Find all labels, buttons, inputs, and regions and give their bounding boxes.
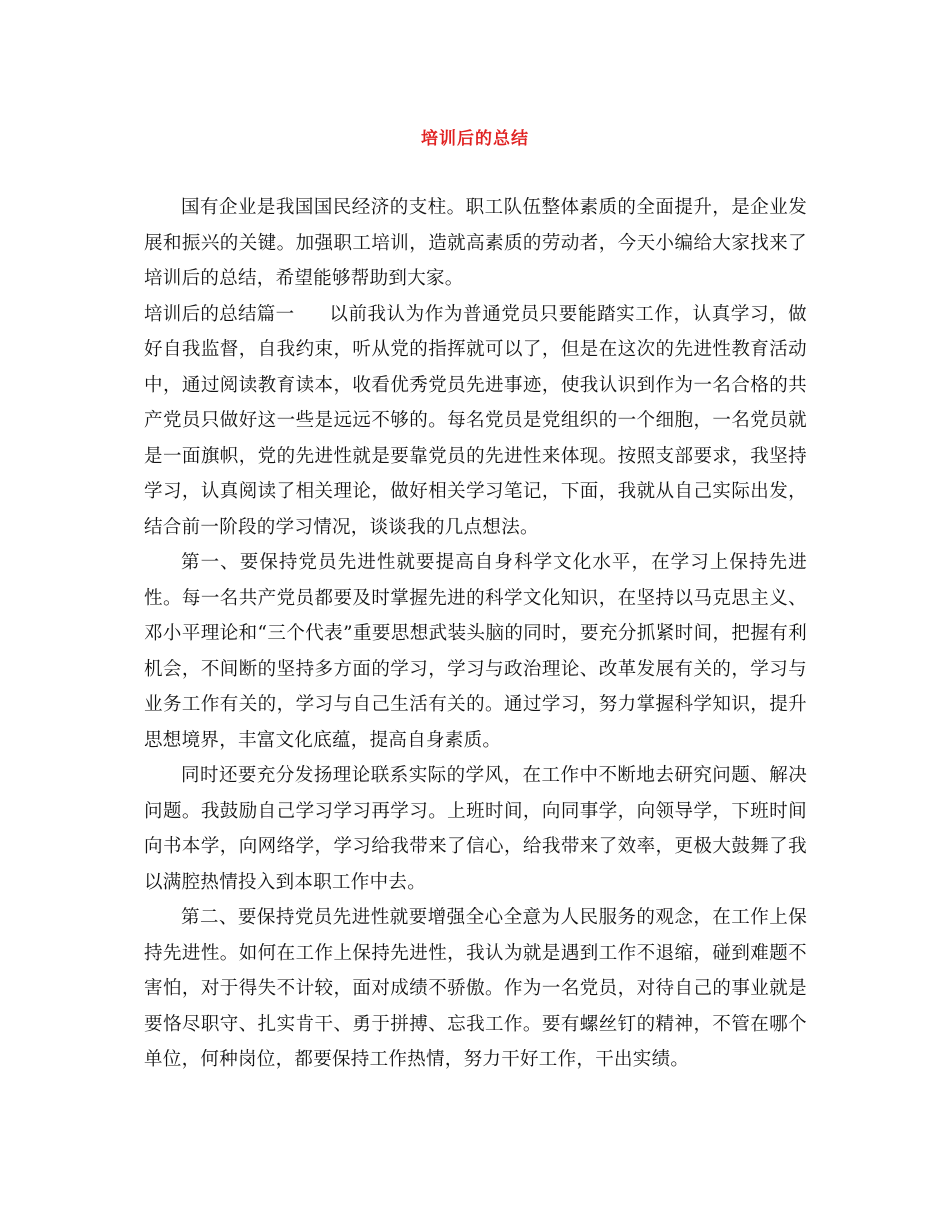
paragraph-3: 第二、要保持党员先进性就要增强全心全意为人民服务的观念，在工作上保持先进性。如何在工作上保持先进性，我认为就是遇到工作不退缩，碰到难题不害怕，对于得失不计较，面对成绩不骄傲。作为一名党员，对待自己的事业就是要恪尽职守、扎实肯干、勇于拼搏、忘我工作。要有螺丝钉的精神，不管在哪个单位，何种岗位，都要保持工作热情，努力干好工作，干出实绩。 [144, 907, 807, 1070]
section-body: 以前我认为作为普通党员只要能踏实工作，认真学习，做好自我监督，自我约束，听从党的指挥就可以了，但是在这次的先进性教育活动中，通过阅读教育读本，收看优秀党员先进事迹，使我认识到作为一名合格的共产党员只做好这一些是远远不够的。每名党员是党组织的一个细胞，一名党员就是一面旗帜，党的先进性就是要靠党员的先进性来体现。按照支部要求，我坚持学习，认真阅读了相关理论，做好相关学习笔记，下面，我就从自己实际出发，结合前一阶段的学习情况，谈谈我的几点想法。 [144, 303, 807, 538]
intro-paragraph: 国有企业是我国国民经济的支柱。职工队伍整体素质的全面提升，是企业发展和振兴的关键。加强职工培训，造就高素质的劳动者，今天小编给大家找来了培训后的总结，希望能够帮助到大家。 [144, 197, 807, 289]
section-heading: 培训后的总结篇一 [144, 303, 295, 325]
paragraph-2: 同时还要充分发扬理论联系实际的学风，在工作中不断地去研究问题、解决问题。我鼓励自己学习学习再学习。上班时间，向同事学，向领导学，下班时间向书本学，向网络学，学习给我带来了信心，给我带来了效率，更极大鼓舞了我以满腔热情投入到本职工作中去。 [144, 765, 807, 893]
paragraph-1: 第一、要保持党员先进性就要提高自身科学文化水平，在学习上保持先进性。每一名共产党员都要及时掌握先进的科学文化知识，在坚持以马克思主义、邓小平理论和“三个代表”重要思想武装头脑的同时，要充分抓紧时间，把握有利机会，不间断的坚持多方面的学习，学习与政治理论、改革发展有关的，学习与业务工作有关的，学习与自己生活有关的。通过学习，努力掌握科学知识，提升思想境界，丰富文化底蕴，提高自身素质。 [144, 552, 807, 751]
document-body [144, 190, 807, 1078]
document-title: 培训后的总结 [421, 129, 529, 149]
section-paragraph [144, 297, 807, 546]
